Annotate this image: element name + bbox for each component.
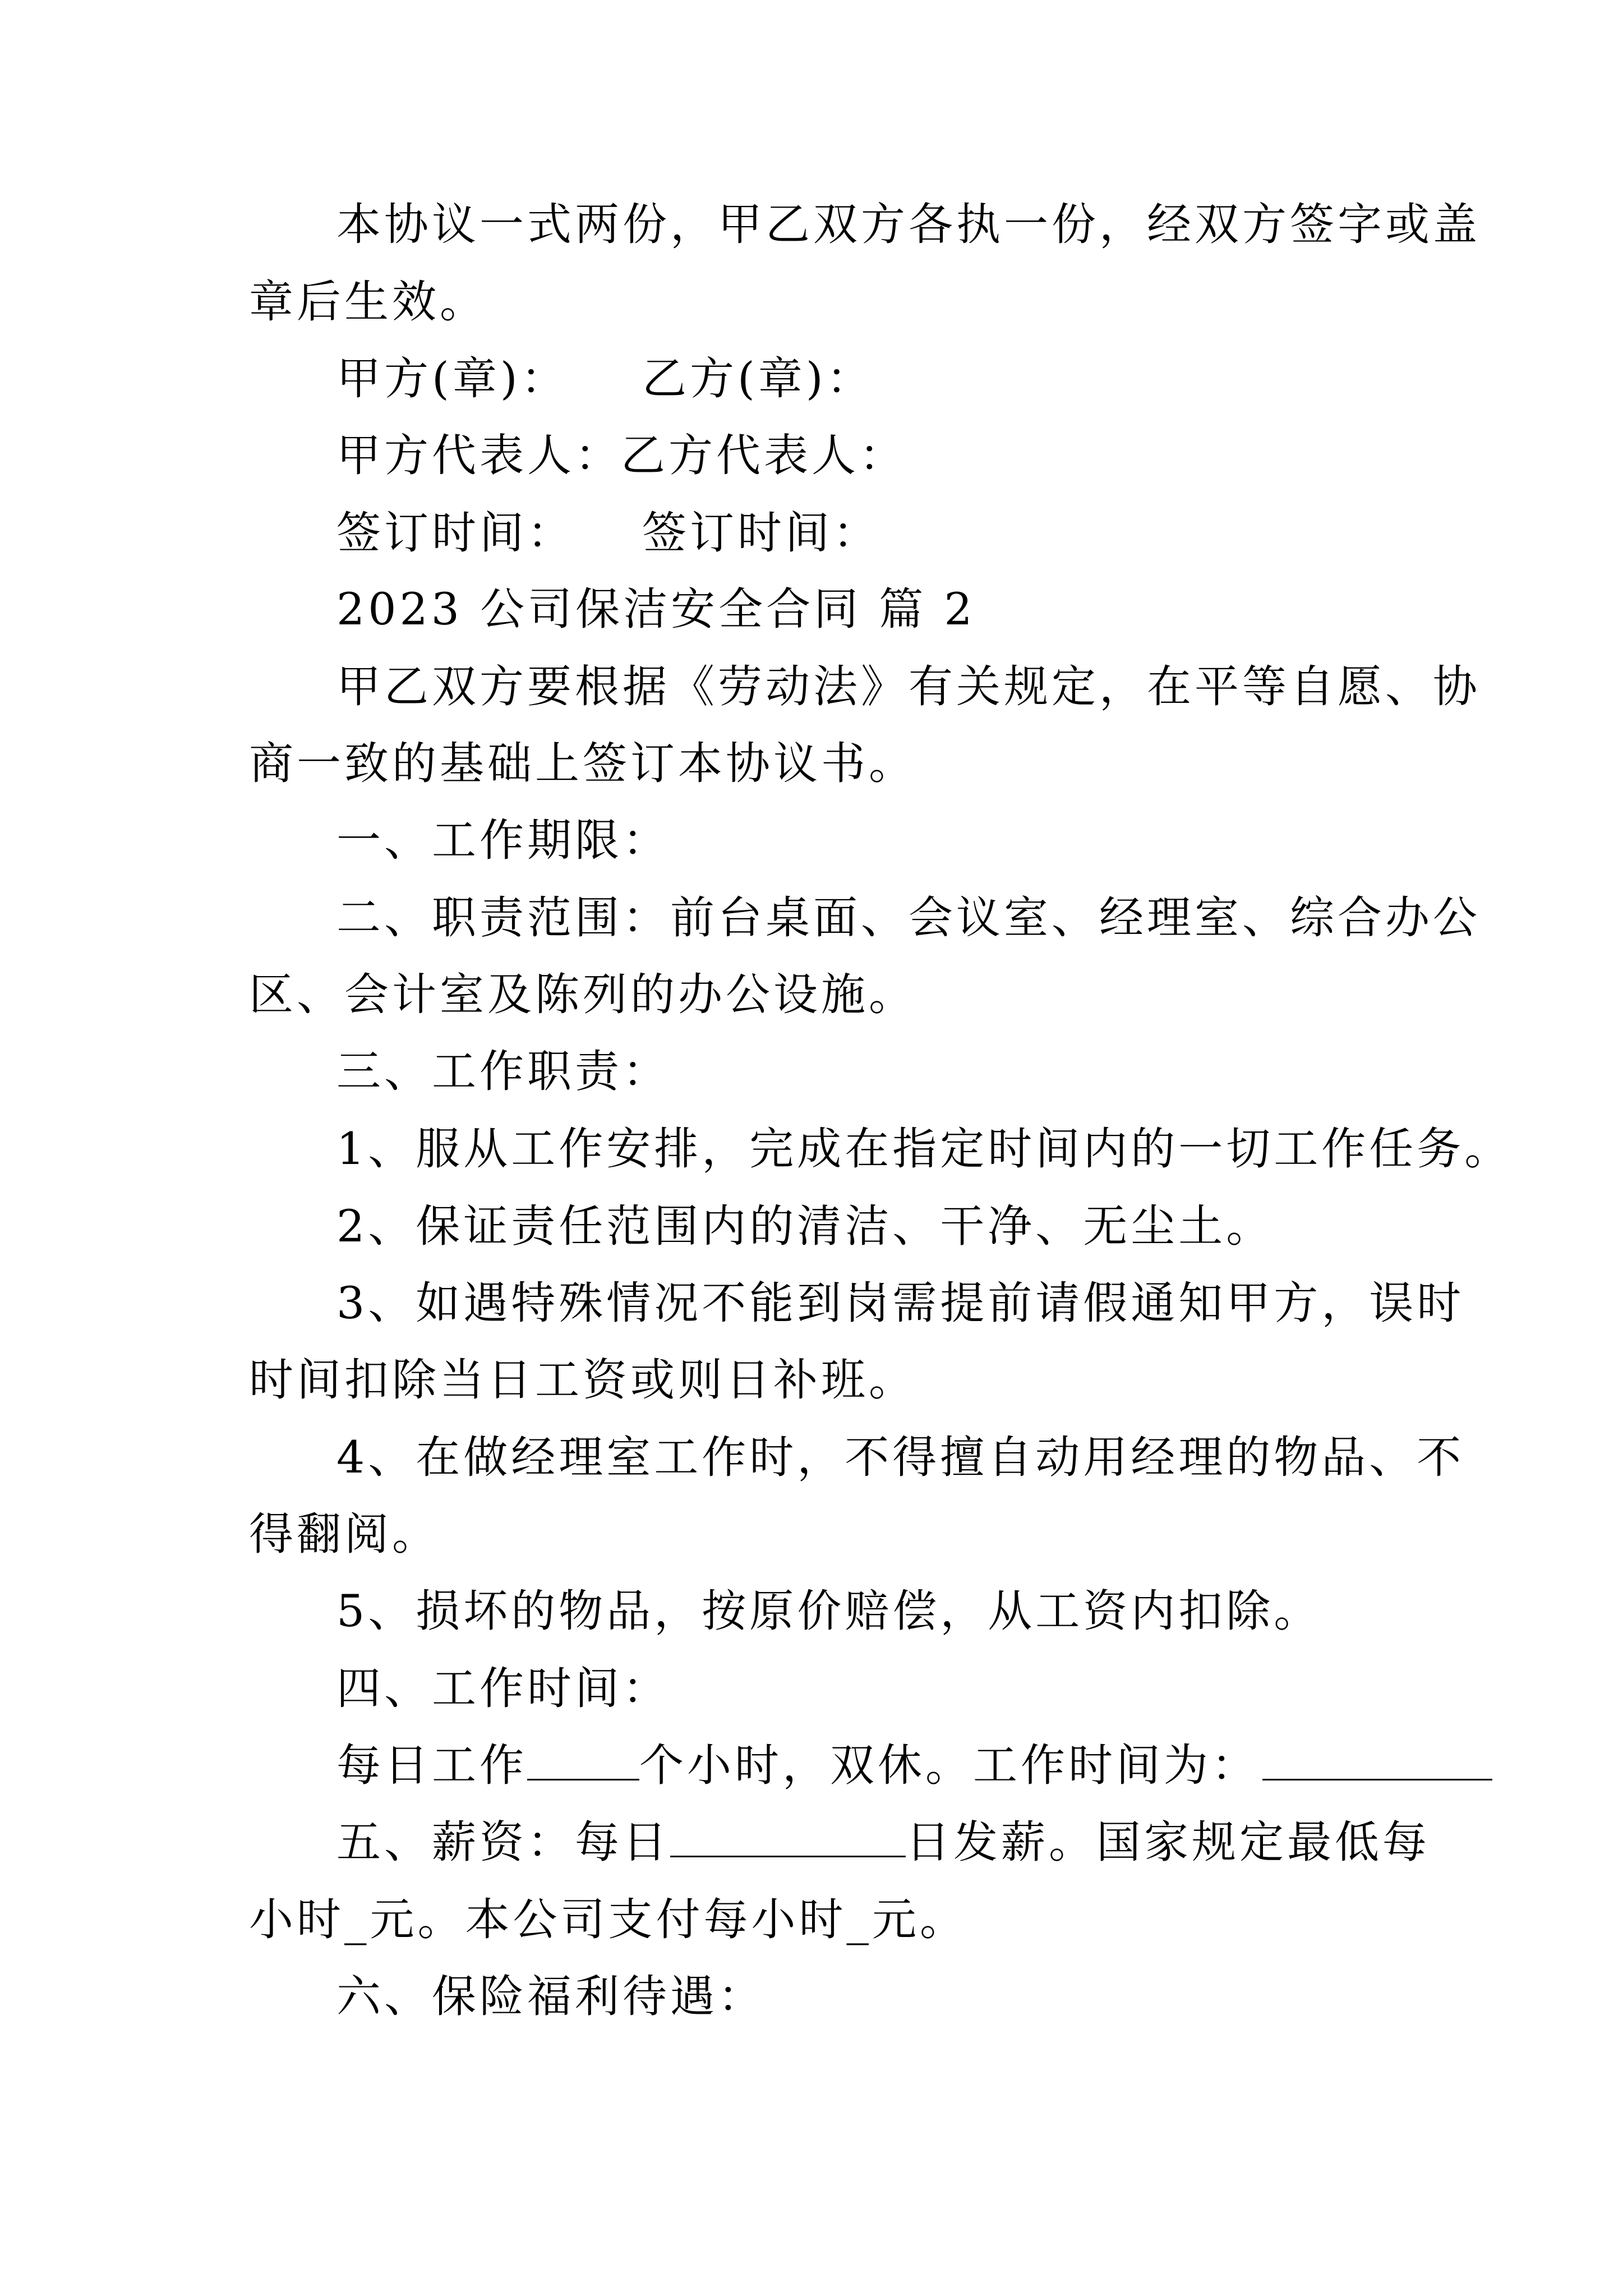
party-b-seal-label: 乙方(章)： xyxy=(642,353,874,404)
paragraph-line: 5、损坏的物品，按原价赔偿，从工资内扣除。 xyxy=(336,1585,1322,1637)
clause-heading: 一、工作期限： xyxy=(336,815,670,866)
work-hours-middle: 个小时，双休。工作时间为： xyxy=(639,1740,1259,1791)
paragraph-line: 区、会计室及陈列的办公设施。 xyxy=(249,969,916,1020)
work-hours-line xyxy=(336,1737,1492,1793)
party-b-representative-label: 乙方代表人： xyxy=(621,430,907,481)
paragraph-line: 商一致的基础上签订本协议书。 xyxy=(249,738,916,789)
paragraph-line: 得翻阅。 xyxy=(249,1508,440,1560)
clause-heading: 四、工作时间： xyxy=(336,1663,670,1714)
salary-prefix: 五、薪资：每日 xyxy=(336,1816,670,1868)
salary-suffix: 日发薪。国家规定最低每 xyxy=(906,1816,1430,1868)
paragraph-line: 4、在做经理室工作时，不得擅自动用经理的物品、不 xyxy=(336,1432,1465,1483)
hours-blank xyxy=(527,1738,639,1780)
paragraph-line: 章后生效。 xyxy=(249,276,487,328)
paragraph-line: 2、保证责任范围内的清洁、干净、无尘土。 xyxy=(336,1200,1274,1252)
paragraph-line: 1、服从工作安排，完成在指定时间内的一切工作任务。 xyxy=(336,1123,1513,1175)
paragraph-line: 时间扣除当日工资或则日补班。 xyxy=(249,1354,916,1406)
paragraph-line: 小时_元。本公司支付每小时_元。 xyxy=(249,1894,967,1945)
salary-line xyxy=(336,1814,1430,1870)
party-b-sign-date-label: 签订时间： xyxy=(642,507,880,559)
clause-heading: 三、工作职责： xyxy=(336,1046,670,1097)
paragraph-line: 甲乙双方要根据《劳动法》有关规定，在平等自愿、协 xyxy=(336,661,1481,712)
work-time-blank xyxy=(1262,1738,1492,1780)
party-a-seal-label: 甲方(章)： xyxy=(336,353,569,404)
party-a-sign-date-label: 签订时间： xyxy=(336,507,575,559)
work-hours-prefix: 每日工作 xyxy=(336,1740,527,1791)
paragraph-line: 二、职责范围：前台桌面、会议室、经理室、综合办公 xyxy=(336,892,1481,944)
party-a-representative-label: 甲方代表人： xyxy=(336,430,623,481)
paragraph-line: 3、如遇特殊情况不能到岗需提前请假通知甲方，误时 xyxy=(336,1277,1465,1329)
pay-day-blank xyxy=(670,1815,906,1857)
section-heading: 2023 公司保洁安全合同 篇 2 xyxy=(336,583,976,635)
paragraph-line: 本协议一式两份，甲乙双方各执一份，经双方签字或盖 xyxy=(336,199,1481,250)
clause-heading: 六、保险福利待遇： xyxy=(336,1971,766,2022)
